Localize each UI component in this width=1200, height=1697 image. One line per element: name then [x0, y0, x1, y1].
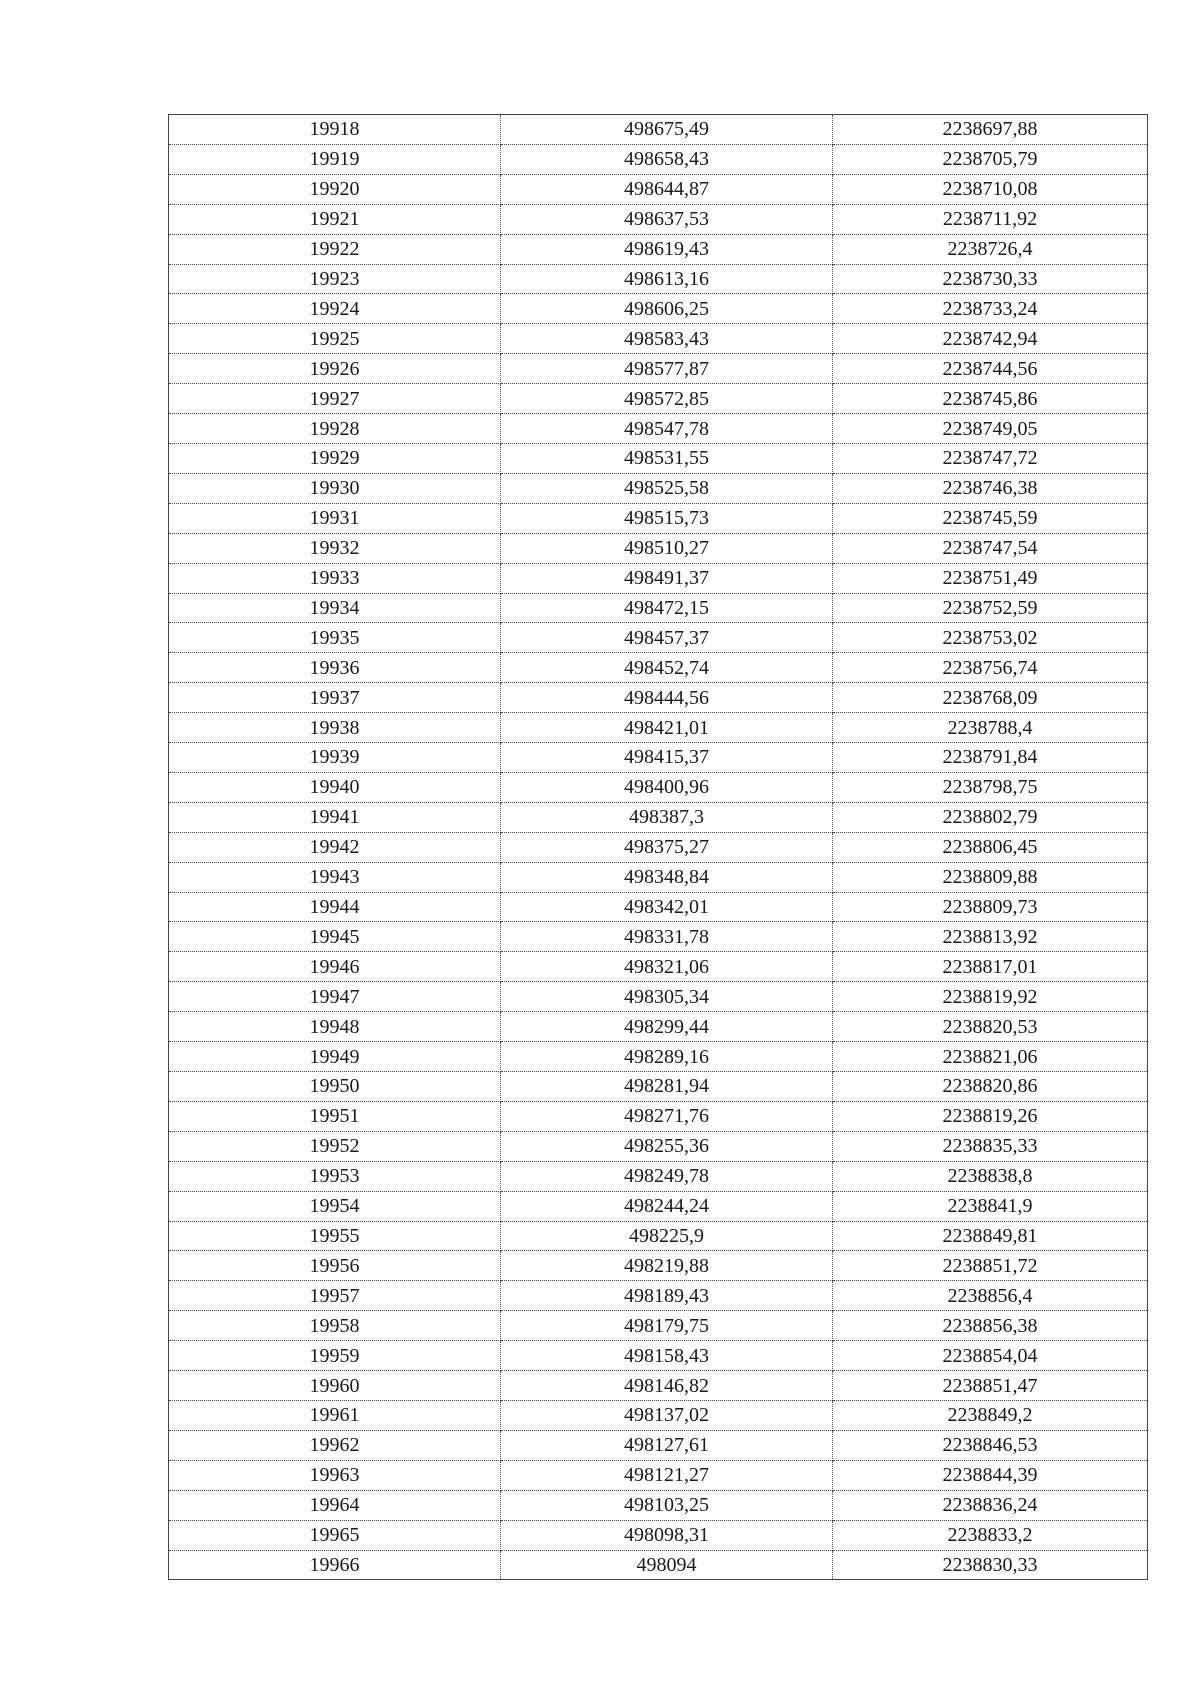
- y-coordinate-cell: 2238749,05: [833, 414, 1148, 444]
- point-number-cell: 19940: [169, 772, 501, 802]
- point-number-cell: 19964: [169, 1490, 501, 1520]
- y-coordinate-cell: 2238710,08: [833, 174, 1148, 204]
- table-row: [169, 1341, 1148, 1371]
- table-row: [169, 324, 1148, 354]
- x-coordinate-cell: 498244,24: [501, 1191, 833, 1221]
- table-row: [169, 234, 1148, 264]
- table-row: [169, 1191, 1148, 1221]
- y-coordinate-cell: 2238745,86: [833, 384, 1148, 414]
- x-coordinate-cell: 498348,84: [501, 862, 833, 892]
- x-coordinate-cell: 498094: [501, 1550, 833, 1580]
- point-number-cell: 19965: [169, 1520, 501, 1550]
- table-row: [169, 414, 1148, 444]
- x-coordinate-cell: 498510,27: [501, 533, 833, 563]
- y-coordinate-cell: 2238788,4: [833, 713, 1148, 743]
- point-number-cell: 19954: [169, 1191, 501, 1221]
- table-row: [169, 1430, 1148, 1460]
- table-row: [169, 354, 1148, 384]
- table-row: [169, 115, 1148, 145]
- table-row: [169, 1490, 1148, 1520]
- table-row: [169, 683, 1148, 713]
- table-row: [169, 772, 1148, 802]
- point-number-cell: 19920: [169, 174, 501, 204]
- y-coordinate-cell: 2238753,02: [833, 623, 1148, 653]
- coordinates-table-body: [169, 115, 1148, 1580]
- y-coordinate-cell: 2238733,24: [833, 294, 1148, 324]
- table-row: [169, 802, 1148, 832]
- table-row: [169, 473, 1148, 503]
- point-number-cell: 19962: [169, 1430, 501, 1460]
- point-number-cell: 19955: [169, 1221, 501, 1251]
- y-coordinate-cell: 2238851,72: [833, 1251, 1148, 1281]
- table-row: [169, 1520, 1148, 1550]
- x-coordinate-cell: 498577,87: [501, 354, 833, 384]
- point-number-cell: 19937: [169, 683, 501, 713]
- point-number-cell: 19951: [169, 1101, 501, 1131]
- table-row: [169, 1460, 1148, 1490]
- y-coordinate-cell: 2238809,88: [833, 862, 1148, 892]
- y-coordinate-cell: 2238856,4: [833, 1281, 1148, 1311]
- point-number-cell: 19956: [169, 1251, 501, 1281]
- y-coordinate-cell: 2238697,88: [833, 115, 1148, 145]
- table-row: [169, 623, 1148, 653]
- point-number-cell: 19958: [169, 1311, 501, 1341]
- x-coordinate-cell: 498613,16: [501, 264, 833, 294]
- point-number-cell: 19966: [169, 1550, 501, 1580]
- point-number-cell: 19959: [169, 1341, 501, 1371]
- table-row: [169, 653, 1148, 683]
- y-coordinate-cell: 2238752,59: [833, 593, 1148, 623]
- x-coordinate-cell: 498525,58: [501, 473, 833, 503]
- y-coordinate-cell: 2238849,2: [833, 1400, 1148, 1430]
- table-row: [169, 503, 1148, 533]
- y-coordinate-cell: 2238798,75: [833, 772, 1148, 802]
- table-row: [169, 1281, 1148, 1311]
- x-coordinate-cell: 498299,44: [501, 1012, 833, 1042]
- point-number-cell: 19926: [169, 354, 501, 384]
- table-row: [169, 1161, 1148, 1191]
- x-coordinate-cell: 498305,34: [501, 982, 833, 1012]
- y-coordinate-cell: 2238745,59: [833, 503, 1148, 533]
- x-coordinate-cell: 498158,43: [501, 1341, 833, 1371]
- x-coordinate-cell: 498452,74: [501, 653, 833, 683]
- point-number-cell: 19927: [169, 384, 501, 414]
- table-row: [169, 1072, 1148, 1102]
- point-number-cell: 19936: [169, 653, 501, 683]
- table-row: [169, 1400, 1148, 1430]
- x-coordinate-cell: 498515,73: [501, 503, 833, 533]
- y-coordinate-cell: 2238730,33: [833, 264, 1148, 294]
- table-row: [169, 294, 1148, 324]
- table-row: [169, 1101, 1148, 1131]
- table-row: [169, 1131, 1148, 1161]
- point-number-cell: 19945: [169, 922, 501, 952]
- y-coordinate-cell: 2238744,56: [833, 354, 1148, 384]
- y-coordinate-cell: 2238751,49: [833, 563, 1148, 593]
- x-coordinate-cell: 498331,78: [501, 922, 833, 952]
- x-coordinate-cell: 498472,15: [501, 593, 833, 623]
- y-coordinate-cell: 2238819,26: [833, 1101, 1148, 1131]
- point-number-cell: 19957: [169, 1281, 501, 1311]
- point-number-cell: 19938: [169, 713, 501, 743]
- point-number-cell: 19935: [169, 623, 501, 653]
- x-coordinate-cell: 498658,43: [501, 144, 833, 174]
- x-coordinate-cell: 498531,55: [501, 443, 833, 473]
- point-number-cell: 19944: [169, 892, 501, 922]
- point-number-cell: 19932: [169, 533, 501, 563]
- table-row: [169, 1311, 1148, 1341]
- point-number-cell: 19929: [169, 443, 501, 473]
- x-coordinate-cell: 498255,36: [501, 1131, 833, 1161]
- table-row: [169, 443, 1148, 473]
- y-coordinate-cell: 2238705,79: [833, 144, 1148, 174]
- table-row: [169, 1371, 1148, 1401]
- table-row: [169, 563, 1148, 593]
- y-coordinate-cell: 2238841,9: [833, 1191, 1148, 1221]
- table-row: [169, 862, 1148, 892]
- y-coordinate-cell: 2238711,92: [833, 204, 1148, 234]
- y-coordinate-cell: 2238747,72: [833, 443, 1148, 473]
- table-row: [169, 533, 1148, 563]
- y-coordinate-cell: 2238844,39: [833, 1460, 1148, 1490]
- point-number-cell: 19931: [169, 503, 501, 533]
- point-number-cell: 19930: [169, 473, 501, 503]
- x-coordinate-cell: 498321,06: [501, 952, 833, 982]
- point-number-cell: 19922: [169, 234, 501, 264]
- x-coordinate-cell: 498249,78: [501, 1161, 833, 1191]
- x-coordinate-cell: 498281,94: [501, 1072, 833, 1102]
- y-coordinate-cell: 2238809,73: [833, 892, 1148, 922]
- x-coordinate-cell: 498644,87: [501, 174, 833, 204]
- point-number-cell: 19961: [169, 1400, 501, 1430]
- y-coordinate-cell: 2238833,2: [833, 1520, 1148, 1550]
- y-coordinate-cell: 2238851,47: [833, 1371, 1148, 1401]
- table-row: [169, 713, 1148, 743]
- point-number-cell: 19933: [169, 563, 501, 593]
- x-coordinate-cell: 498271,76: [501, 1101, 833, 1131]
- point-number-cell: 19921: [169, 204, 501, 234]
- table-row: [169, 922, 1148, 952]
- point-number-cell: 19963: [169, 1460, 501, 1490]
- point-number-cell: 19946: [169, 952, 501, 982]
- y-coordinate-cell: 2238802,79: [833, 802, 1148, 832]
- point-number-cell: 19924: [169, 294, 501, 324]
- x-coordinate-cell: 498098,31: [501, 1520, 833, 1550]
- point-number-cell: 19950: [169, 1072, 501, 1102]
- table-row: [169, 952, 1148, 982]
- x-coordinate-cell: 498400,96: [501, 772, 833, 802]
- x-coordinate-cell: 498583,43: [501, 324, 833, 354]
- point-number-cell: 19941: [169, 802, 501, 832]
- point-number-cell: 19925: [169, 324, 501, 354]
- x-coordinate-cell: 498127,61: [501, 1430, 833, 1460]
- y-coordinate-cell: 2238856,38: [833, 1311, 1148, 1341]
- y-coordinate-cell: 2238791,84: [833, 743, 1148, 773]
- x-coordinate-cell: 498146,82: [501, 1371, 833, 1401]
- y-coordinate-cell: 2238746,38: [833, 473, 1148, 503]
- y-coordinate-cell: 2238830,33: [833, 1550, 1148, 1580]
- x-coordinate-cell: 498189,43: [501, 1281, 833, 1311]
- table-row: [169, 1251, 1148, 1281]
- x-coordinate-cell: 498637,53: [501, 204, 833, 234]
- table-row: [169, 1042, 1148, 1072]
- table-row: [169, 1012, 1148, 1042]
- x-coordinate-cell: 498457,37: [501, 623, 833, 653]
- y-coordinate-cell: 2238838,8: [833, 1161, 1148, 1191]
- y-coordinate-cell: 2238726,4: [833, 234, 1148, 264]
- point-number-cell: 19947: [169, 982, 501, 1012]
- x-coordinate-cell: 498547,78: [501, 414, 833, 444]
- table-row: [169, 144, 1148, 174]
- y-coordinate-cell: 2238821,06: [833, 1042, 1148, 1072]
- point-number-cell: 19918: [169, 115, 501, 145]
- y-coordinate-cell: 2238849,81: [833, 1221, 1148, 1251]
- y-coordinate-cell: 2238747,54: [833, 533, 1148, 563]
- point-number-cell: 19923: [169, 264, 501, 294]
- x-coordinate-cell: 498675,49: [501, 115, 833, 145]
- y-coordinate-cell: 2238836,24: [833, 1490, 1148, 1520]
- table-row: [169, 743, 1148, 773]
- y-coordinate-cell: 2238854,04: [833, 1341, 1148, 1371]
- point-number-cell: 19952: [169, 1131, 501, 1161]
- point-number-cell: 19934: [169, 593, 501, 623]
- coordinates-table: [168, 114, 1148, 1580]
- x-coordinate-cell: 498444,56: [501, 683, 833, 713]
- table-row: [169, 384, 1148, 414]
- x-coordinate-cell: 498219,88: [501, 1251, 833, 1281]
- y-coordinate-cell: 2238742,94: [833, 324, 1148, 354]
- table-row: [169, 174, 1148, 204]
- y-coordinate-cell: 2238835,33: [833, 1131, 1148, 1161]
- table-row: [169, 264, 1148, 294]
- table-row: [169, 892, 1148, 922]
- x-coordinate-cell: 498572,85: [501, 384, 833, 414]
- x-coordinate-cell: 498179,75: [501, 1311, 833, 1341]
- x-coordinate-cell: 498289,16: [501, 1042, 833, 1072]
- point-number-cell: 19942: [169, 832, 501, 862]
- table-row: [169, 204, 1148, 234]
- point-number-cell: 19953: [169, 1161, 501, 1191]
- x-coordinate-cell: 498606,25: [501, 294, 833, 324]
- point-number-cell: 19949: [169, 1042, 501, 1072]
- x-coordinate-cell: 498137,02: [501, 1400, 833, 1430]
- table-row: [169, 982, 1148, 1012]
- table-row: [169, 1550, 1148, 1580]
- y-coordinate-cell: 2238768,09: [833, 683, 1148, 713]
- y-coordinate-cell: 2238819,92: [833, 982, 1148, 1012]
- x-coordinate-cell: 498491,37: [501, 563, 833, 593]
- x-coordinate-cell: 498121,27: [501, 1460, 833, 1490]
- table-row: [169, 832, 1148, 862]
- point-number-cell: 19943: [169, 862, 501, 892]
- table-row: [169, 1221, 1148, 1251]
- point-number-cell: 19939: [169, 743, 501, 773]
- y-coordinate-cell: 2238820,53: [833, 1012, 1148, 1042]
- point-number-cell: 19919: [169, 144, 501, 174]
- y-coordinate-cell: 2238756,74: [833, 653, 1148, 683]
- point-number-cell: 19948: [169, 1012, 501, 1042]
- y-coordinate-cell: 2238806,45: [833, 832, 1148, 862]
- x-coordinate-cell: 498342,01: [501, 892, 833, 922]
- y-coordinate-cell: 2238817,01: [833, 952, 1148, 982]
- x-coordinate-cell: 498619,43: [501, 234, 833, 264]
- x-coordinate-cell: 498375,27: [501, 832, 833, 862]
- point-number-cell: 19928: [169, 414, 501, 444]
- y-coordinate-cell: 2238820,86: [833, 1072, 1148, 1102]
- x-coordinate-cell: 498225,9: [501, 1221, 833, 1251]
- x-coordinate-cell: 498415,37: [501, 743, 833, 773]
- y-coordinate-cell: 2238846,53: [833, 1430, 1148, 1460]
- table-row: [169, 593, 1148, 623]
- x-coordinate-cell: 498103,25: [501, 1490, 833, 1520]
- x-coordinate-cell: 498387,3: [501, 802, 833, 832]
- x-coordinate-cell: 498421,01: [501, 713, 833, 743]
- point-number-cell: 19960: [169, 1371, 501, 1401]
- y-coordinate-cell: 2238813,92: [833, 922, 1148, 952]
